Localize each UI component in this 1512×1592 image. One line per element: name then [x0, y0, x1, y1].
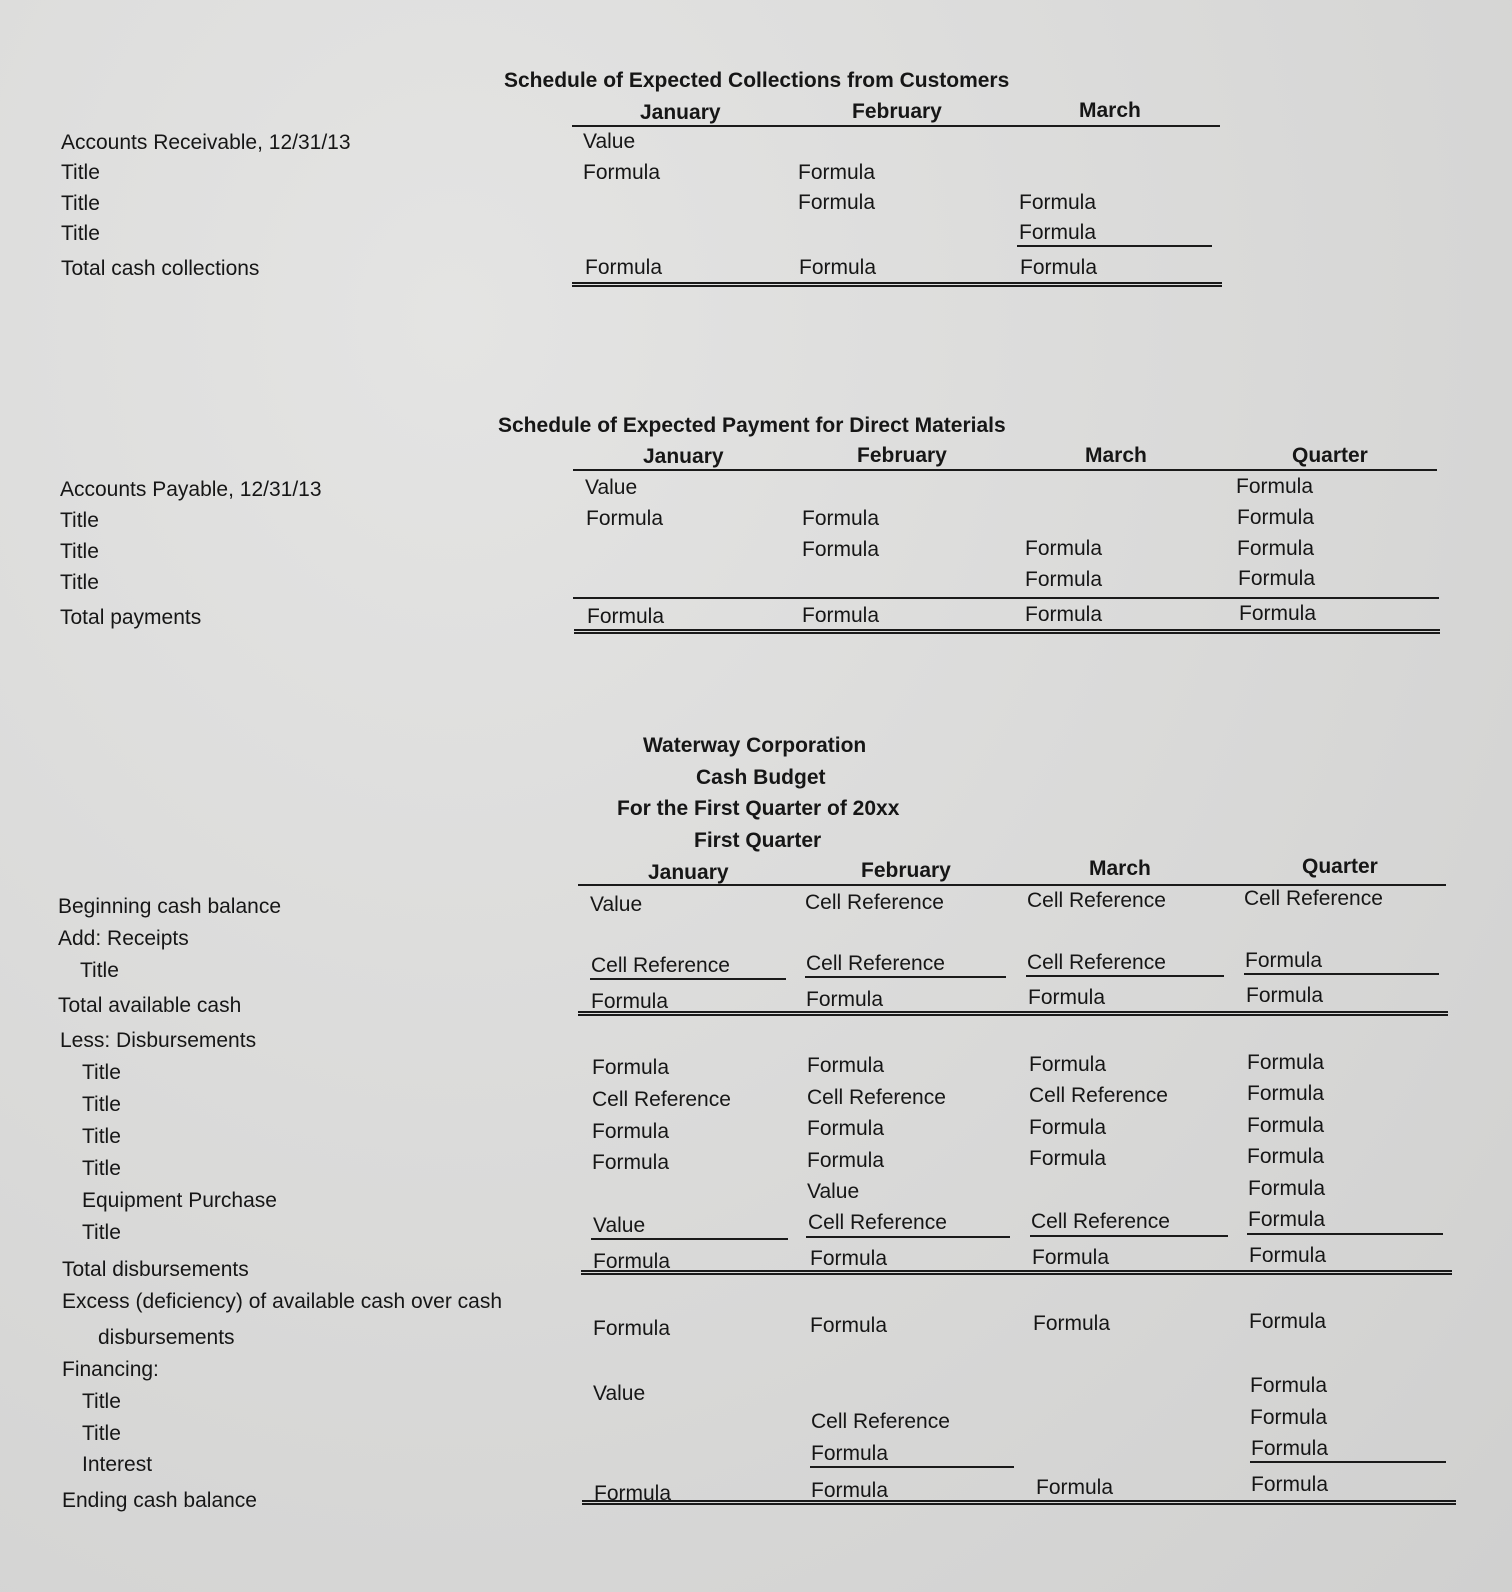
budget-cell: Formula — [591, 990, 669, 1013]
budget-cell: Formula — [810, 1247, 888, 1270]
collections-cell: Value — [583, 130, 636, 153]
collections-total-cell: Formula — [799, 256, 877, 279]
budget-cell: Formula — [1248, 1177, 1326, 1200]
payments-total-label: Total payments — [60, 606, 202, 629]
budget-section-receipts: Add: Receipts — [58, 927, 189, 950]
budget-rule — [590, 978, 786, 980]
payments-cell: Formula — [586, 507, 664, 530]
payments-cell: Formula — [802, 507, 880, 530]
budget-cell: Formula — [807, 1117, 885, 1140]
payments-subtotal-rule — [573, 597, 1439, 599]
collections-cell: Formula — [798, 191, 876, 214]
budget-row-label: Title — [82, 1422, 121, 1445]
payments-header-rule — [573, 469, 1437, 471]
budget-cell: Formula — [1247, 1145, 1325, 1168]
budget-rule — [1030, 1235, 1228, 1237]
budget-row-label: Title — [82, 1125, 121, 1148]
budget-cell: Formula — [1251, 1437, 1329, 1460]
budget-cell: Formula — [593, 1317, 671, 1340]
budget-row-label: Ending cash balance — [62, 1489, 257, 1512]
budget-cell: Formula — [811, 1442, 889, 1465]
budget-row-label: Equipment Purchase — [82, 1189, 277, 1212]
budget-cell: Formula — [1251, 1473, 1329, 1496]
budget-cell: Cell Reference — [811, 1410, 950, 1433]
budget-cell: Formula — [1029, 1116, 1107, 1139]
budget-period: For the First Quarter of 20xx — [617, 797, 900, 820]
collections-total-label: Total cash collections — [61, 257, 260, 280]
budget-cell: Cell Reference — [807, 1086, 946, 1109]
collections-total-cell: Formula — [585, 256, 663, 279]
payments-total-cell: Formula — [587, 605, 665, 628]
budget-header-quarter: Quarter — [1302, 855, 1378, 878]
budget-double-rule — [578, 1011, 1448, 1016]
budget-rule — [1247, 1233, 1443, 1235]
budget-cell: Formula — [810, 1314, 888, 1337]
budget-rule — [805, 976, 1006, 978]
payments-cell: Formula — [1237, 537, 1315, 560]
budget-cell: Formula — [1036, 1476, 1114, 1499]
budget-row-label: Title — [82, 1390, 121, 1413]
budget-cell: Formula — [807, 1149, 885, 1172]
budget-cell: Value — [590, 893, 643, 916]
budget-cell: Cell Reference — [591, 954, 730, 977]
budget-cell: Formula — [1028, 986, 1106, 1009]
budget-cell: Formula — [806, 988, 884, 1011]
collections-row-label: Title — [61, 222, 100, 245]
budget-cell: Cell Reference — [1027, 889, 1166, 912]
collections-cell: Formula — [1019, 191, 1097, 214]
budget-cell: Cell Reference — [1027, 951, 1166, 974]
payments-cell: Formula — [802, 538, 880, 561]
budget-cell: Formula — [1247, 1082, 1325, 1105]
budget-cell: Formula — [1032, 1246, 1110, 1269]
payments-total-cell: Formula — [1025, 603, 1103, 626]
budget-rule — [1026, 975, 1224, 977]
collections-header-january: January — [640, 101, 721, 124]
budget-cell: Formula — [1249, 1244, 1327, 1267]
budget-row-label: Total disbursements — [62, 1258, 249, 1281]
budget-row-label: Title — [82, 1157, 121, 1180]
budget-header-january: January — [648, 861, 729, 884]
budget-title: Cash Budget — [696, 766, 826, 789]
budget-cell: Cell Reference — [808, 1211, 947, 1234]
budget-cell: Cell Reference — [1029, 1084, 1168, 1107]
collections-row-label: Title — [61, 192, 100, 215]
budget-rule — [591, 1238, 788, 1240]
collections-row-label: Accounts Receivable, 12/31/13 — [61, 131, 351, 154]
budget-cell: Formula — [594, 1482, 672, 1505]
collections-total-cell: Formula — [1020, 256, 1098, 279]
budget-cell: Formula — [1247, 1114, 1325, 1137]
budget-cell: Formula — [593, 1250, 671, 1273]
budget-cell: Formula — [811, 1479, 889, 1502]
budget-rule — [1244, 973, 1439, 975]
budget-cell: Formula — [1248, 1208, 1326, 1231]
payments-header-january: January — [643, 445, 724, 468]
budget-cell: Formula — [1245, 949, 1323, 972]
collections-title: Schedule of Expected Collections from Customers — [504, 69, 1010, 92]
budget-row-label: Title — [82, 1061, 121, 1084]
collections-row-label: Title — [61, 161, 100, 184]
budget-double-rule — [582, 1500, 1456, 1505]
budget-row-label: Title — [82, 1221, 121, 1244]
collections-cell: Formula — [1019, 221, 1097, 244]
collections-header-march: March — [1079, 99, 1141, 122]
budget-section-disbursements: Less: Disbursements — [60, 1029, 257, 1052]
budget-rule — [810, 1466, 1014, 1468]
collections-header-rule — [572, 125, 1220, 127]
budget-subtitle: First Quarter — [694, 829, 822, 852]
budget-cell: Formula — [1249, 1310, 1327, 1333]
budget-row-label: Excess (deficiency) of available cash over cash — [62, 1290, 503, 1313]
budget-section-financing: Financing: — [62, 1358, 159, 1381]
budget-row-label: Total available cash — [58, 994, 242, 1017]
budget-cell: Cell Reference — [1244, 887, 1383, 910]
budget-row-label: Interest — [82, 1453, 153, 1476]
budget-company: Waterway Corporation — [643, 734, 867, 757]
payments-cell: Formula — [1238, 567, 1316, 590]
payments-header-february: February — [857, 444, 947, 467]
budget-cell: Formula — [592, 1151, 670, 1174]
budget-cell: Formula — [1250, 1374, 1328, 1397]
payments-cell: Formula — [1236, 475, 1314, 498]
payments-cell: Value — [585, 476, 638, 499]
budget-cell: Formula — [1246, 984, 1324, 1007]
payments-row-label: Title — [60, 509, 99, 532]
budget-row-label-continued: disbursements — [98, 1326, 235, 1349]
payments-total-cell: Formula — [1239, 602, 1317, 625]
payments-cell: Formula — [1237, 506, 1315, 529]
budget-cell: Formula — [1029, 1147, 1107, 1170]
collections-total-double-rule — [572, 282, 1222, 287]
payments-cell: Formula — [1025, 568, 1103, 591]
budget-cell: Formula — [592, 1120, 670, 1143]
payments-title: Schedule of Expected Payment for Direct Materials — [498, 414, 1006, 437]
budget-cell: Formula — [592, 1056, 670, 1079]
collections-cell: Formula — [798, 161, 876, 184]
budget-row-label: Beginning cash balance — [58, 895, 282, 918]
budget-cell: Formula — [1247, 1051, 1325, 1074]
budget-row-label: Title — [80, 959, 119, 982]
budget-cell: Value — [593, 1382, 646, 1405]
payments-cell: Formula — [1025, 537, 1103, 560]
budget-double-rule — [581, 1270, 1452, 1275]
collections-header-february: February — [852, 100, 942, 123]
payments-row-label: Accounts Payable, 12/31/13 — [60, 478, 322, 501]
payments-total-cell: Formula — [802, 604, 880, 627]
payments-header-march: March — [1085, 444, 1147, 467]
budget-header-march: March — [1089, 857, 1151, 880]
budget-rule — [1250, 1461, 1446, 1463]
budget-cell: Formula — [1033, 1312, 1111, 1335]
budget-row-label: Title — [82, 1093, 121, 1116]
payments-total-double-rule — [574, 629, 1440, 634]
budget-cell: Cell Reference — [592, 1088, 731, 1111]
payments-row-label: Title — [60, 540, 99, 563]
budget-header-february: February — [861, 859, 951, 882]
budget-cell: Cell Reference — [805, 891, 944, 914]
budget-header-rule — [578, 884, 1446, 886]
budget-cell: Value — [593, 1214, 646, 1237]
collections-cell: Formula — [583, 161, 661, 184]
payments-header-quarter: Quarter — [1292, 444, 1368, 467]
payments-row-label: Title — [60, 571, 99, 594]
budget-cell: Formula — [1029, 1053, 1107, 1076]
collections-subtotal-rule — [1017, 245, 1212, 247]
budget-rule — [806, 1236, 1010, 1238]
budget-cell: Formula — [1250, 1406, 1328, 1429]
budget-cell: Cell Reference — [806, 952, 945, 975]
budget-cell: Formula — [807, 1054, 885, 1077]
budget-cell: Value — [807, 1180, 860, 1203]
budget-cell: Cell Reference — [1031, 1210, 1170, 1233]
